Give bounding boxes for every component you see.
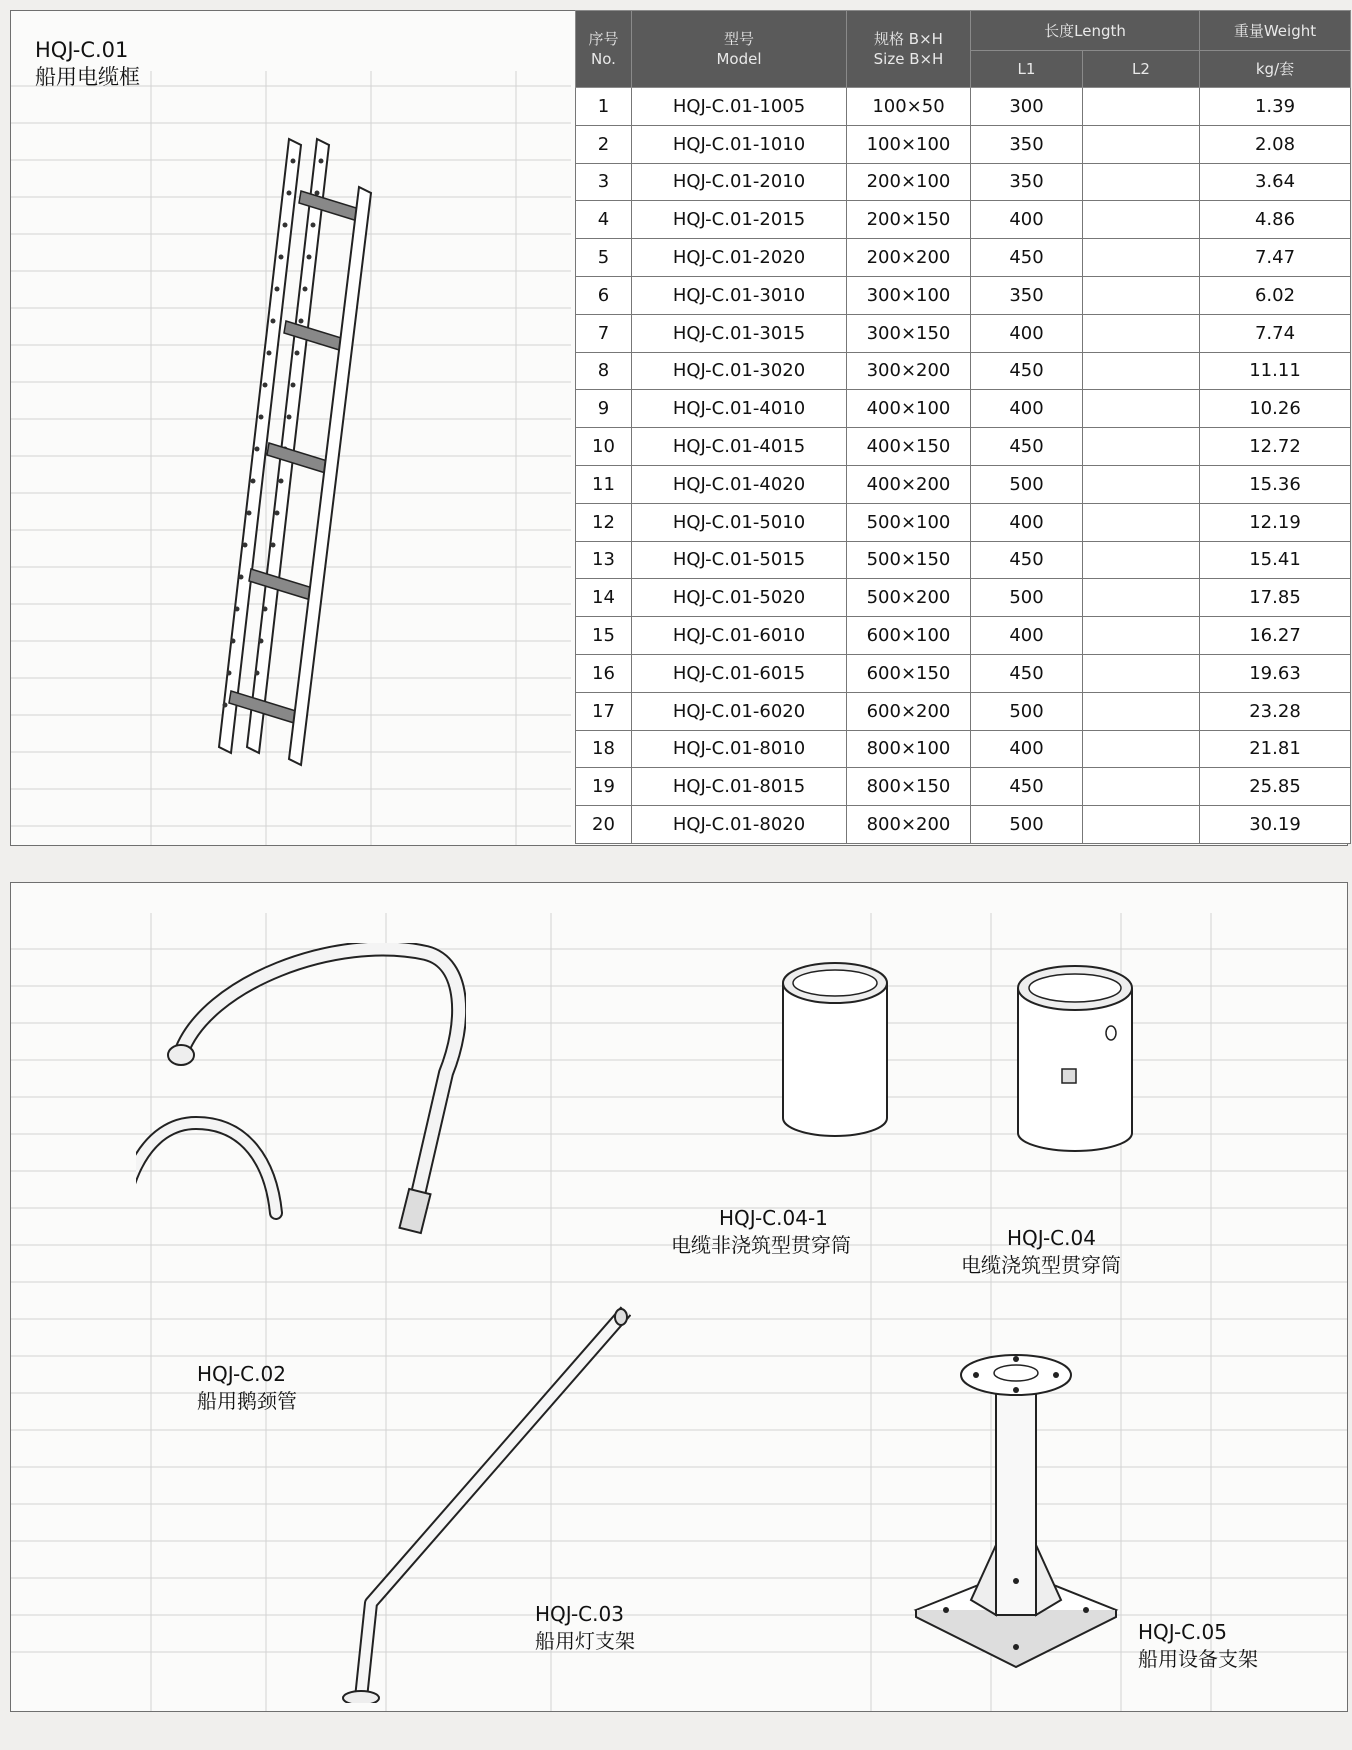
- cell-no: 5: [576, 239, 632, 277]
- table-row: [576, 692, 1351, 730]
- cell-weight: 4.86: [1200, 201, 1351, 239]
- cell-no: 16: [576, 654, 632, 692]
- header-size-cn: 规格 B×H: [874, 30, 943, 48]
- cell-weight: 17.85: [1200, 579, 1351, 617]
- cell-model: HQJ-C.01-8010: [632, 730, 847, 768]
- product-name: 电缆非浇筑型贯穿筒: [671, 1233, 851, 1257]
- table-body: [576, 88, 1351, 844]
- cell-weight: 12.19: [1200, 503, 1351, 541]
- table-row: [576, 201, 1351, 239]
- product-code: HQJ-C.02: [197, 1362, 286, 1386]
- cell-l2: [1083, 314, 1200, 352]
- gooseneck-illustration: [136, 943, 466, 1353]
- product-name: 船用鹅颈管: [197, 1389, 297, 1413]
- col-header-no: [576, 11, 632, 88]
- cell-weight: 15.36: [1200, 465, 1351, 503]
- cable-ladder-panel: [10, 10, 1348, 846]
- cell-l2: [1083, 465, 1200, 503]
- cell-no: 12: [576, 503, 632, 541]
- cell-weight: 10.26: [1200, 390, 1351, 428]
- col-header-model: [632, 11, 847, 88]
- cell-weight: 1.39: [1200, 88, 1351, 126]
- cell-model: HQJ-C.01-4010: [632, 390, 847, 428]
- cell-no: 4: [576, 201, 632, 239]
- cell-l1: 450: [971, 654, 1083, 692]
- col-header-length: 长度Length: [971, 11, 1200, 51]
- cell-l2: [1083, 541, 1200, 579]
- accessories-panel: [10, 882, 1348, 1712]
- cell-l1: 450: [971, 768, 1083, 806]
- col-header-size: [847, 11, 971, 88]
- table-row: [576, 768, 1351, 806]
- cell-model: HQJ-C.01-1010: [632, 125, 847, 163]
- product-name: 电缆浇筑型贯穿筒: [961, 1253, 1121, 1277]
- cell-model: HQJ-C.01-6020: [632, 692, 847, 730]
- pouring-sleeve-illustration: [1006, 943, 1146, 1153]
- cell-model: HQJ-C.01-2010: [632, 163, 847, 201]
- cell-size: 300×100: [847, 276, 971, 314]
- header-model-en: Model: [716, 50, 762, 68]
- cell-l1: 400: [971, 730, 1083, 768]
- cell-model: HQJ-C.01-4020: [632, 465, 847, 503]
- cell-no: 18: [576, 730, 632, 768]
- cell-l1: 450: [971, 239, 1083, 277]
- cell-no: 13: [576, 541, 632, 579]
- cell-l1: 400: [971, 617, 1083, 655]
- cell-weight: 2.08: [1200, 125, 1351, 163]
- cell-size: 400×100: [847, 390, 971, 428]
- table-row: [576, 88, 1351, 126]
- equipment-stand-illustration: [906, 1345, 1126, 1685]
- table-row: [576, 579, 1351, 617]
- cell-no: 11: [576, 465, 632, 503]
- cell-size: 400×200: [847, 465, 971, 503]
- product-code: HQJ-C.04: [1007, 1226, 1096, 1250]
- table-row: [576, 730, 1351, 768]
- cell-l2: [1083, 428, 1200, 466]
- cell-l1: 500: [971, 465, 1083, 503]
- cell-size: 200×150: [847, 201, 971, 239]
- cell-l2: [1083, 503, 1200, 541]
- non-pouring-sleeve-illustration: [771, 953, 901, 1153]
- cell-size: 600×100: [847, 617, 971, 655]
- product-code: HQJ-C.03: [535, 1602, 624, 1626]
- cell-no: 7: [576, 314, 632, 352]
- cell-model: HQJ-C.01-3015: [632, 314, 847, 352]
- cell-l1: 450: [971, 352, 1083, 390]
- cell-model: HQJ-C.01-8015: [632, 768, 847, 806]
- cell-model: HQJ-C.01-2020: [632, 239, 847, 277]
- cell-size: 800×200: [847, 806, 971, 844]
- cell-size: 300×150: [847, 314, 971, 352]
- cell-model: HQJ-C.01-1005: [632, 88, 847, 126]
- col-header-weight: 重量Weight: [1200, 11, 1351, 51]
- cell-size: 600×200: [847, 692, 971, 730]
- cell-no: 8: [576, 352, 632, 390]
- cell-no: 19: [576, 768, 632, 806]
- cell-no: 2: [576, 125, 632, 163]
- cell-weight: 19.63: [1200, 654, 1351, 692]
- table-row: [576, 617, 1351, 655]
- cell-weight: 25.85: [1200, 768, 1351, 806]
- table-row: [576, 239, 1351, 277]
- cell-weight: 12.72: [1200, 428, 1351, 466]
- cell-l2: [1083, 88, 1200, 126]
- cell-size: 300×200: [847, 352, 971, 390]
- cell-model: HQJ-C.01-3010: [632, 276, 847, 314]
- table-row: [576, 503, 1351, 541]
- cell-l1: 450: [971, 541, 1083, 579]
- product-label-c05: [1138, 1619, 1258, 1673]
- table-row: [576, 654, 1351, 692]
- table-row: [576, 428, 1351, 466]
- cell-size: 800×150: [847, 768, 971, 806]
- cable-ladder-illustration: [171, 131, 391, 771]
- table-row: [576, 541, 1351, 579]
- cell-no: 10: [576, 428, 632, 466]
- cell-l2: [1083, 768, 1200, 806]
- cell-no: 14: [576, 579, 632, 617]
- header-no-en: No.: [591, 50, 616, 68]
- product-label-c03: [535, 1601, 635, 1655]
- cell-l1: 400: [971, 503, 1083, 541]
- cell-l2: [1083, 352, 1200, 390]
- cell-no: 6: [576, 276, 632, 314]
- cell-weight: 15.41: [1200, 541, 1351, 579]
- cell-model: HQJ-C.01-3020: [632, 352, 847, 390]
- cell-l2: [1083, 806, 1200, 844]
- cell-no: 20: [576, 806, 632, 844]
- product-name: 船用灯支架: [535, 1629, 635, 1653]
- cell-l2: [1083, 390, 1200, 428]
- cell-weight: 23.28: [1200, 692, 1351, 730]
- cell-no: 3: [576, 163, 632, 201]
- cell-model: HQJ-C.01-6015: [632, 654, 847, 692]
- cell-model: HQJ-C.01-2015: [632, 201, 847, 239]
- table-row: [576, 125, 1351, 163]
- cell-no: 9: [576, 390, 632, 428]
- product-name: 船用设备支架: [1138, 1647, 1258, 1671]
- cell-l1: 400: [971, 390, 1083, 428]
- col-header-l1: L1: [971, 51, 1083, 88]
- cell-l1: 350: [971, 276, 1083, 314]
- cell-l2: [1083, 163, 1200, 201]
- product-label-c02: [197, 1361, 297, 1415]
- cell-weight: 6.02: [1200, 276, 1351, 314]
- col-header-l2: L2: [1083, 51, 1200, 88]
- cell-no: 15: [576, 617, 632, 655]
- cell-weight: 16.27: [1200, 617, 1351, 655]
- cell-l1: 500: [971, 692, 1083, 730]
- product-code: HQJ-C.05: [1138, 1620, 1227, 1644]
- cell-size: 600×150: [847, 654, 971, 692]
- cell-l1: 400: [971, 201, 1083, 239]
- table-row: [576, 276, 1351, 314]
- cell-l1: 350: [971, 125, 1083, 163]
- cell-l1: 500: [971, 806, 1083, 844]
- table-row: [576, 465, 1351, 503]
- table-row: [576, 314, 1351, 352]
- table-row: [576, 163, 1351, 201]
- cell-size: 100×50: [847, 88, 971, 126]
- cell-size: 500×100: [847, 503, 971, 541]
- table-row: [576, 806, 1351, 844]
- cell-weight: 7.47: [1200, 239, 1351, 277]
- cell-size: 200×200: [847, 239, 971, 277]
- cell-l2: [1083, 692, 1200, 730]
- product-name: 船用电缆框: [35, 65, 140, 89]
- cell-weight: 30.19: [1200, 806, 1351, 844]
- cell-l2: [1083, 239, 1200, 277]
- cell-l2: [1083, 276, 1200, 314]
- cell-size: 800×100: [847, 730, 971, 768]
- product-label-c04-1: [671, 1205, 851, 1259]
- cell-l2: [1083, 579, 1200, 617]
- cell-model: HQJ-C.01-5010: [632, 503, 847, 541]
- cell-size: 500×200: [847, 579, 971, 617]
- cell-no: 1: [576, 88, 632, 126]
- cell-model: HQJ-C.01-5020: [632, 579, 847, 617]
- cell-model: HQJ-C.01-8020: [632, 806, 847, 844]
- cell-model: HQJ-C.01-6010: [632, 617, 847, 655]
- cell-l2: [1083, 617, 1200, 655]
- cell-model: HQJ-C.01-4015: [632, 428, 847, 466]
- product-code: HQJ-C.01: [35, 38, 129, 62]
- cell-size: 500×150: [847, 541, 971, 579]
- cell-l1: 300: [971, 88, 1083, 126]
- cell-l2: [1083, 125, 1200, 163]
- cell-size: 200×100: [847, 163, 971, 201]
- cell-model: HQJ-C.01-5015: [632, 541, 847, 579]
- cell-l2: [1083, 654, 1200, 692]
- cell-l2: [1083, 730, 1200, 768]
- col-header-weight-unit: kg/套: [1200, 51, 1351, 88]
- product-code: HQJ-C.04-1: [719, 1206, 828, 1230]
- cell-l1: 350: [971, 163, 1083, 201]
- header-size-en: Size B×H: [873, 50, 944, 68]
- cell-weight: 11.11: [1200, 352, 1351, 390]
- cell-size: 100×100: [847, 125, 971, 163]
- cell-no: 17: [576, 692, 632, 730]
- header-model-cn: 型号: [723, 30, 754, 48]
- header-no-cn: 序号: [588, 30, 619, 48]
- cell-size: 400×150: [847, 428, 971, 466]
- cell-l1: 500: [971, 579, 1083, 617]
- cell-l2: [1083, 201, 1200, 239]
- table-row: [576, 352, 1351, 390]
- table-row: [576, 390, 1351, 428]
- cell-weight: 7.74: [1200, 314, 1351, 352]
- spec-table: [575, 10, 1351, 844]
- product-label-c01: [35, 37, 140, 91]
- cell-weight: 3.64: [1200, 163, 1351, 201]
- cell-weight: 21.81: [1200, 730, 1351, 768]
- cell-l1: 400: [971, 314, 1083, 352]
- product-label-c04: [961, 1225, 1121, 1279]
- cell-l1: 450: [971, 428, 1083, 466]
